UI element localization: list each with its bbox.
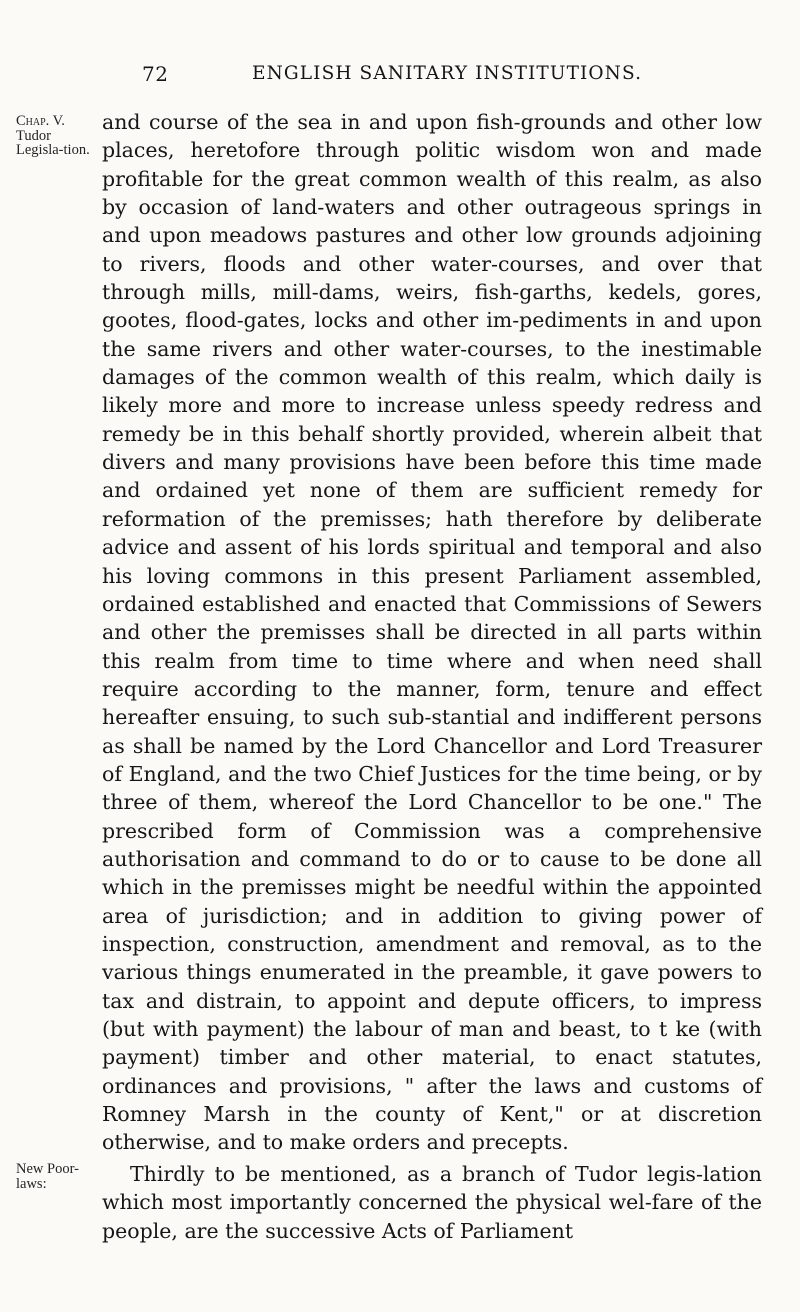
margin-note-poor-laws xyxy=(16,1162,98,1191)
body-paragraph-2: Thirdly to be mentioned, as a branch of Tudor legis-lation which most importantly concerned the physical wel-fare of the people, are the successive Acts of Parliament xyxy=(102,1162,762,1243)
body-paragraph-1: and course of the sea in and upon fish-grounds and other low places, heretofore through politic wisdom won and made profitable for the great common wealth of this realm, as also by occasion of land-waters and other outrageous springs in and upon meadows pastures and other low grounds adjoining to rivers, floods and other water-courses, and over that through mills, mill-dams, weirs, fish-garths, kedels, gores, gootes, flood-gates, locks and other im-pediments in and upon the same rivers and other water-courses, to the inestimable damages of the common wealth of this realm, which daily is likely more and more to increase unless speedy redress and remedy be in this behalf shortly provided, wherein albeit that divers and many provisions have been before this time made and ordained yet none of them are sufficient remedy for reformation of the premisses; hath therefore by deliberate advice and assent of his lords spiritual and temporal and also his loving commons in this present Parliament assembled, ordained established and enacted that Commissions of Sewers and other the premisses shall be directed in all parts within this realm from time to time where and when need shall require according to the manner, form, tenure and effect hereafter ensuing, to such sub-stantial and indifferent persons as shall be named by the Lord Chancellor and Lord Treasurer of England, and the two Chief Justices for the time being, or by three of them, whereof the Lord Chancellor to be one." The prescribed form of Commission was a comprehensive authorisation and command to do or to cause to be done all which in the premisses might be needful within the appointed area of jurisdiction; and in addition to giving power of inspection, construction, amendment and removal, as to the various things enumerated in the preamble, it gave powers to tax and distrain, to appoint and depute officers, to impress (but with payment) the labour of man and beast, to t ke (with payment) timber and other material, to enact statutes, ordinances and provisions, " after the laws and customs of Romney Marsh in the county of Kent," or at discretion otherwise, and to make orders and precepts. xyxy=(102,110,762,1155)
running-title: ENGLISH SANITARY INSTITUTIONS. xyxy=(252,63,643,84)
page-number: 72 xyxy=(142,62,169,86)
page-header xyxy=(0,62,800,92)
margin-note-chapter xyxy=(16,114,98,158)
margin-note-chapter-label: Chap. V. xyxy=(16,113,65,129)
margin-note-poor-laws-label: New Poor-laws: xyxy=(16,1161,79,1192)
margin-note-chapter-subject: Tudor Legisla-tion. xyxy=(16,127,90,158)
